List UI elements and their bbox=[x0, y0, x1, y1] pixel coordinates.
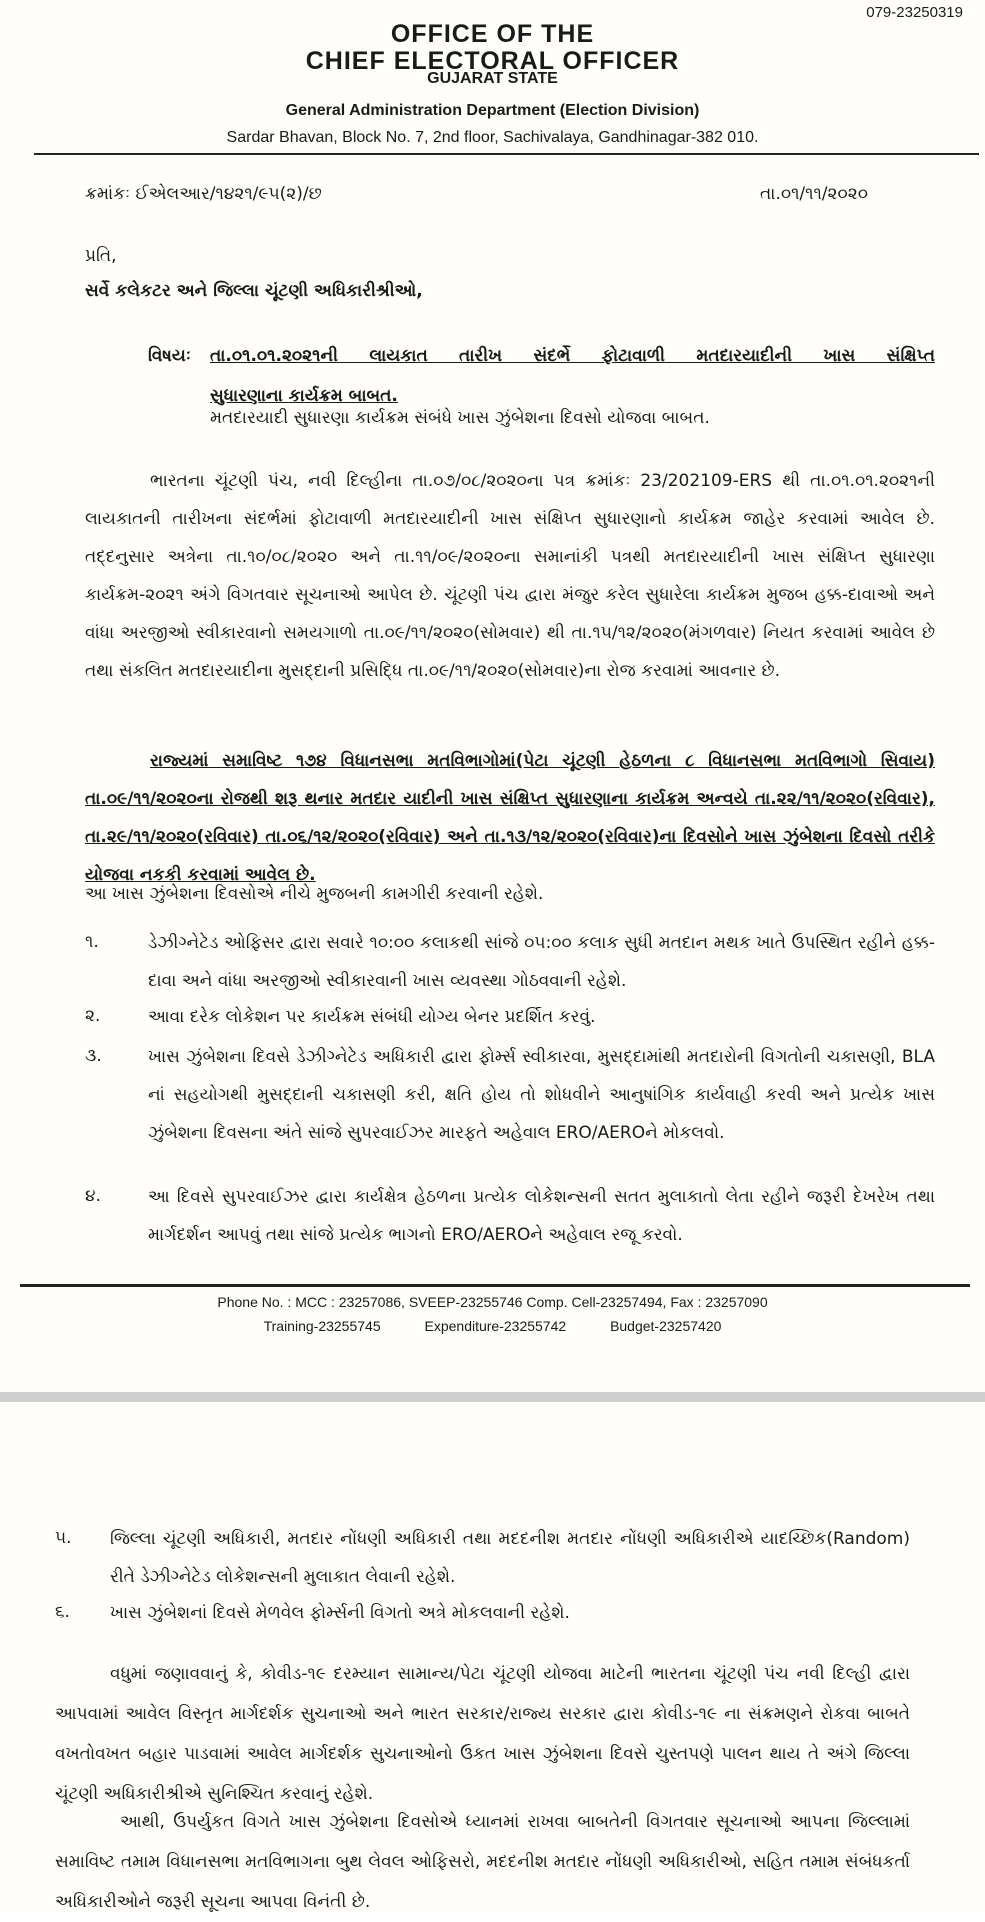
subject bbox=[210, 336, 935, 416]
footer-phones-2 bbox=[0, 1318, 985, 1334]
paragraph-2-tail: આ ખાસ ઝુંબેશના દિવસોએ નીચે મુજબની કામગીરી કરવાની રહેશે. bbox=[85, 884, 544, 904]
addressee: સર્વે કલેકટર અને જિલ્લા ચૂંટણી અધિકારીશ્રીઓ, bbox=[85, 281, 423, 301]
list-item: ખાસ ઝુંબેશનાં દિવસે મેળવેલ ફોર્મ્સની વિગતો અત્રે મોકલવાની રહેશે. bbox=[110, 1603, 570, 1623]
list-item: આવા દરેક લોકેશન પર કાર્યક્રમ સંબંધી યોગ્ય બેનર પ્રદર્શિત કરવું. bbox=[148, 1007, 596, 1027]
letter-page-2 bbox=[0, 1402, 985, 1914]
item-number: ૩. bbox=[85, 1046, 102, 1066]
subject-subline: મતદારયાદી સુધારણા કાર્યક્રમ સંબંધે ખાસ ઝુંબેશના દિવસો યોજવા બાબત. bbox=[210, 408, 710, 428]
page-separator bbox=[0, 1392, 985, 1402]
item-number: ૧. bbox=[85, 932, 99, 952]
footer-divider bbox=[20, 1284, 970, 1287]
subject-label: વિષયઃ bbox=[148, 346, 191, 366]
paragraph-covid: વધુમાં જણાવવાનું કે, કોવીડ-૧૯ દરમ્યાન સામાન્ય/પેટા ચૂંટણી યોજવા માટેની ભારતના ચૂંટણી પંચ નવી દિલ્હી દ્વારા આપવામાં આવેલ વિસ્તૃત માર્ગદર્શક સુચનાઓ અને ભારત સરકાર/રાજ્ય સરકાર દ્વારા કોવીડ-૧૯ ના સંક્રમણને રોકવા બાબતે વખતોવખત બહાર પાડવામાં આવેલ માર્ગદર્શક સુચનાઓનો ઉકત ખાસ ઝુંબેશના દિવસે ચુસ્તપણે પાલન થાય તે અંગે જિલ્લા ચૂંટણી અધિકારીશ્રીએ સુનિશ્ચિત કરવાનું રહેશે. bbox=[55, 1664, 910, 1804]
header-state: GUJARAT STATE bbox=[427, 70, 558, 87]
header-department: General Administration Department (Election Division) bbox=[285, 102, 700, 119]
paragraph-1: ભારતના ચૂંટણી પંચ, નવી દિલ્હીના તા.૦૭/૦૮/૨૦૨૦ના પત્ર ક્રમાંકઃ 23/202109-ERS થી તા.૦૧.૦૧.૨૦૨૧ની લાયકાતની તારીખના સંદર્ભમાં ફોટાવાળી મતદારયાદીની ખાસ સંક્ષિપ્ત સુધારણાનો કાર્યક્રમ જાહેર કરવામાં આવેલ છે. તદ્દનુસાર અત્રેના તા.૧૦/૦૮/૨૦૨૦ અને તા.૧૧/૦૯/૨૦૨૦ના સમાનાંકી પત્રથી મતદારયાદીની ખાસ સંક્ષિપ્ત સુધારણા કાર્યક્રમ-૨૦૨૧ અંગે વિગતવાર સૂચનાઓ આપેલ છે. ચૂંટણી પંચ દ્વારા મંજુર કરેલ સુધારેલા કાર્યક્રમ મુજબ હક્ક-દાવાઓ અને વાંધા અરજીઓ સ્વીકારવાનો સમયગાળો તા.૦૯/૧૧/૨૦૨૦(સોમવાર) થી તા.૧૫/૧૨/૨૦૨૦(મંગળવાર) નિયત કરવામાં આવેલ છે તથા સંકલિત મતદારયાદીના મુસદ્દાની પ્રસિદ્ધિ તા.૦૯/૧૧/૨૦૨૦(સોમવાર)ના રોજ કરવામાં આવનાર છે. bbox=[85, 471, 935, 681]
letter-date: તા.૦૧/૧૧/૨૦૨૦ bbox=[760, 184, 868, 204]
subject-line-2: સુધારણાના કાર્યક્રમ બાબત. bbox=[210, 386, 398, 406]
list-item: આ દિવસે સુપરવાઈઝર દ્વારા કાર્યક્ષેત્ર હેઠળના પ્રત્યેક લોકેશન્સની સતત મુલાકાતો લેતા રહીને જરૂરી દેખરેખ તથા માર્ગદર્શન આપવું તથા સાંજે પ્રત્યેક ભાગનો ERO/AEROને અહેવાલ રજૂ કરવો. bbox=[148, 1187, 935, 1245]
header-address: Sardar Bhavan, Block No. 7, 2nd floor, Sachivalaya, Gandhinagar-382 010. bbox=[226, 129, 759, 146]
list-item: ખાસ ઝુંબેશના દિવસે ડેઝીગ્નેટેડ અધિકારી દ્વારા ફોર્મ્સ સ્વીકારવા, મુસદ્દામાંથી મતદારોની વિગતોની ચકાસણી, BLA નાં સહયોગથી મુસદ્દાની ચકાસણી કરી, ક્ષતિ હોય તો શોધવીને આનુષાંગિક કાર્યવાહી કરવી અને પ્રત્યેક ખાસ ઝુંબેશના દિવસના અંતે સાંજે સુપરવાઈઝર મારફતે અહેવાલ ERO/AEROને મોકલવો. bbox=[148, 1047, 935, 1143]
reference-number: ક્રમાંકઃ ઈએલઆર/૧૪૨૧/૯૫(૨)/છ bbox=[85, 184, 322, 204]
list-item: ડેઝીગ્નેટેડ ઓફિસર દ્વારા સવારે ૧૦:૦૦ કલાકથી સાંજે ૦૫:૦૦ કલાક સુધી મતદાન મથક ખાતે ઉપસ્થિત રહીને હક્ક-દાવા અને વાંધા અરજીઓ સ્વીકારવાની ખાસ વ્યવસ્થા ગોઠવવાની રહેશે. bbox=[148, 933, 935, 991]
item-number: ૪. bbox=[85, 1186, 101, 1206]
office-phone: 079-23250319 bbox=[866, 4, 963, 21]
budget-phone: Budget-23257420 bbox=[610, 1318, 722, 1334]
list-item: જિલ્લા ચૂંટણી અધિકારી, મતદાર નોંધણી અધિકારી તથા મદદનીશ મતદાર નોંધણી અધિકારીએ યાદચ્છિક(Random) રીતે ડેઝીગ્નેટેડ લોકેશન્સની મુલાકાત લેવાની રહેશે. bbox=[110, 1529, 910, 1587]
to-label: પ્રતિ, bbox=[85, 246, 117, 266]
header-divider bbox=[34, 153, 979, 155]
item-number: ૫. bbox=[55, 1528, 72, 1548]
footer-phones: Phone No. : MCC : 23257086, SVEEP-23255746 Comp. Cell-23257494, Fax : 23257090 bbox=[217, 1294, 768, 1310]
item-number: ૬. bbox=[55, 1602, 70, 1622]
header-office: OFFICE OF THE bbox=[390, 20, 595, 48]
item-number: ૨. bbox=[85, 1006, 101, 1026]
paragraph-closing: આથી, ઉપર્યુકત વિગતે ખાસ ઝુંબેશના દિવસોએ ધ્યાનમાં રાખવા બાબતેની વિગતવાર સૂચનાઓ આપના જિલ્લામાં સમાવિષ્ટ તમામ વિધાનસભા મતવિભાગના બુથ લેવલ ઓફિસરો, મદદનીશ મતદાર નોંધણી અધિકારીઓ, સહિત તમામ સંબંધકર્તા અધિકારીઓને જરૂરી સૂચના આપવા વિનંતી છે. bbox=[55, 1812, 910, 1912]
subject-line-1: તા.૦૧.૦૧.૨૦૨૧ની લાયકાત તારીખ સંદર્ભે ફોટાવાળી મતદારયાદીની ખાસ સંક્ષિપ્ત bbox=[210, 346, 935, 366]
training-phone: Training-23255745 bbox=[263, 1318, 381, 1334]
header-title: CHIEF ELECTORAL OFFICER bbox=[305, 47, 680, 75]
paragraph-2-highlight: રાજ્યમાં સમાવિષ્ટ ૧૭૪ વિધાનસભા મતવિભાગોમાં(પેટા ચૂંટણી હેઠળના ૮ વિધાનસભા મતવિભાગો સિવાય) તા.૦૯/૧૧/૨૦૨૦ના રોજથી શરૂ થનાર મતદાર યાદીની ખાસ સંક્ષિપ્ત સુધારણાના કાર્યક્રમ અન્વયે તા.૨૨/૧૧/૨૦૨૦(રવિવાર), તા.૨૯/૧૧/૨૦૨૦(રવિવાર) તા.૦૬/૧૨/૨૦૨૦(રવિવાર) અને તા.૧૩/૧૨/૨૦૨૦(રવિવાર)ના દિવસોને ખાસ ઝુંબેશના દિવસો તરીકે યોજવા નકકી કરવામાં આવેલ છે. bbox=[85, 751, 935, 885]
expenditure-phone: Expenditure-23255742 bbox=[424, 1318, 567, 1334]
